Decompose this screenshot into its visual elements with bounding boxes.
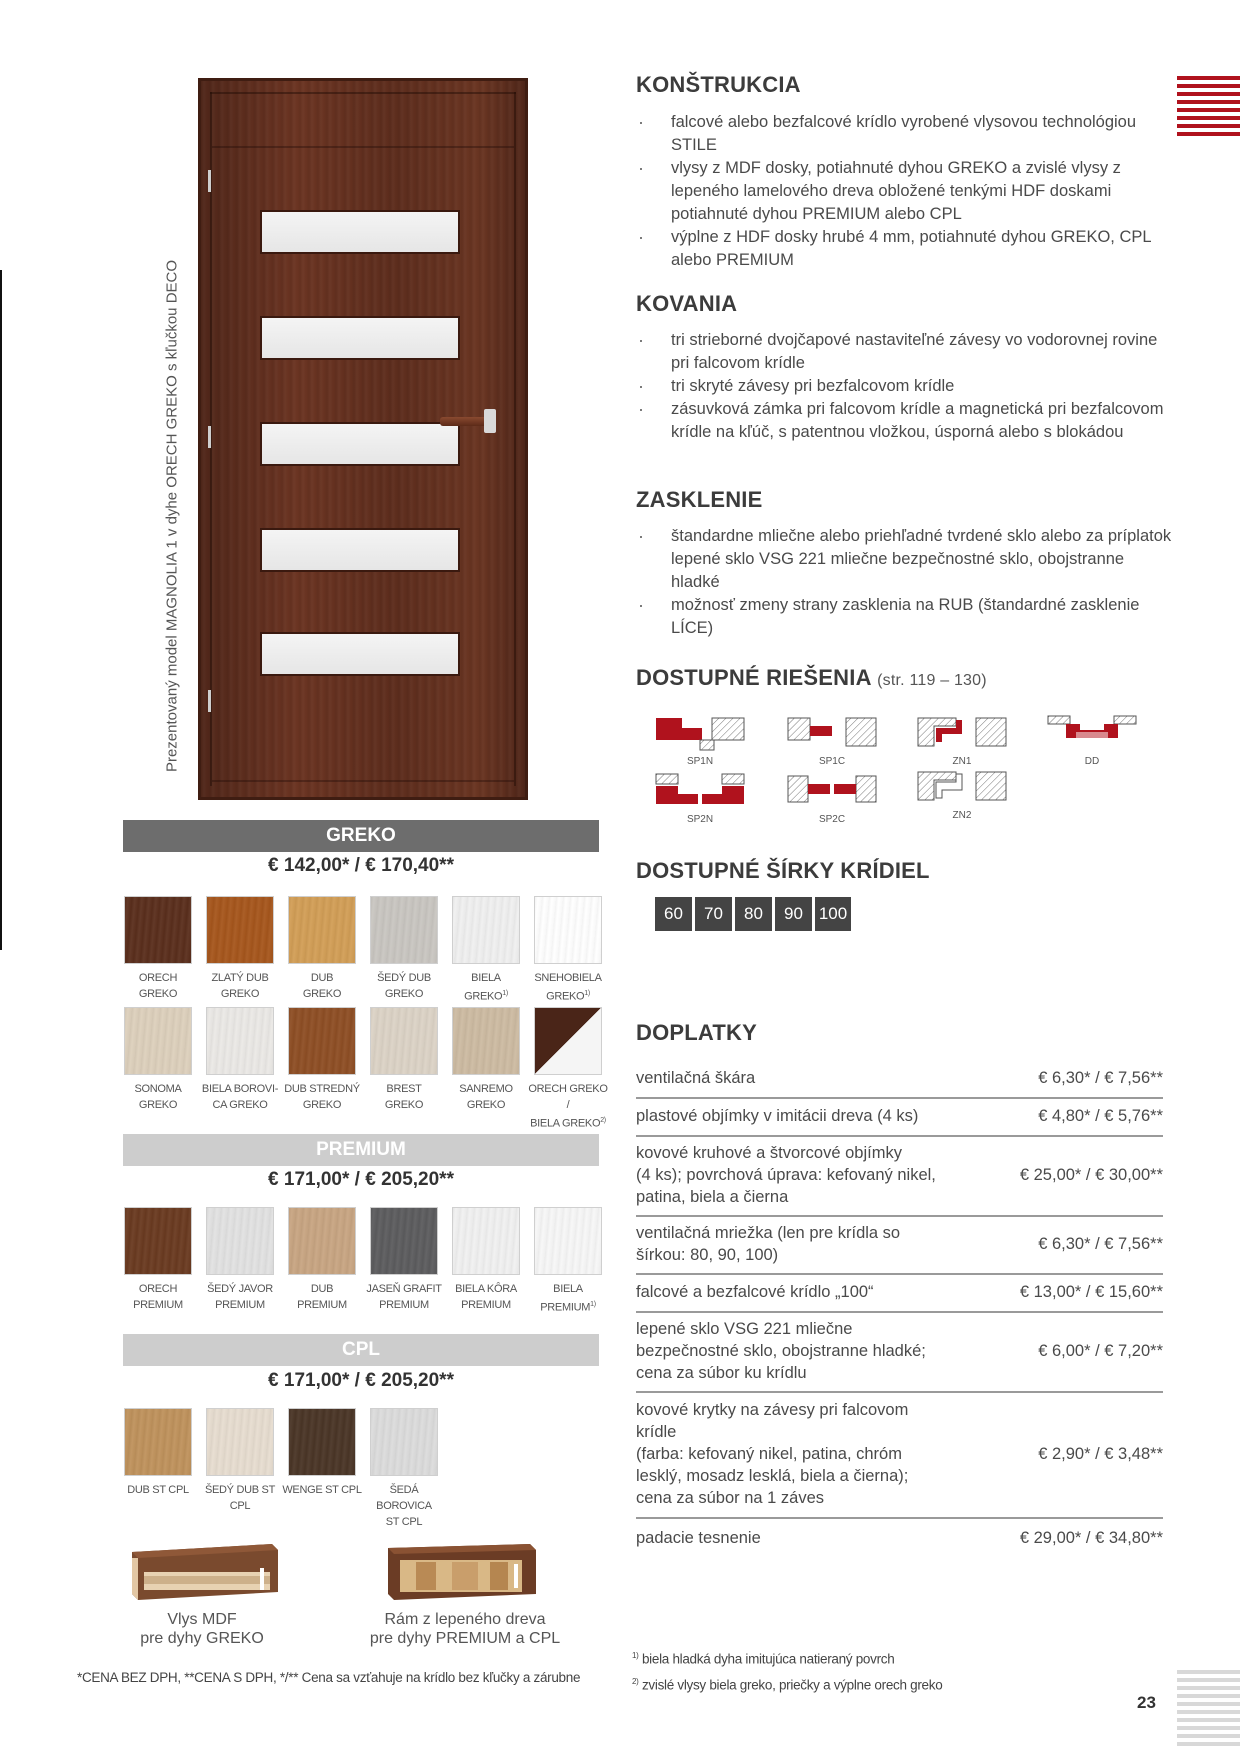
color-swatch — [206, 896, 274, 964]
zasklenie-heading: ZASKLENIE — [636, 487, 763, 512]
width-option: 70 — [695, 897, 732, 931]
glass-pane — [262, 318, 458, 358]
hinge-icon — [208, 426, 211, 448]
color-swatch — [370, 1007, 438, 1075]
doplatky-table — [636, 1060, 1163, 1558]
riesenia-heading: DOSTUPNÉ RIEŠENIA (str. 119 – 130) — [636, 665, 987, 690]
width-option: 100 — [815, 897, 851, 931]
price-footnote: *CENA BEZ DPH, **CENA S DPH, */** Cena sa vzťahuje na krídlo bez kľučky a zárubne — [77, 1670, 581, 1685]
color-swatch — [534, 1007, 602, 1075]
swatch-label: BIELA PREMIUM$^{1)}$ — [540, 1283, 596, 1314]
color-swatch — [206, 1007, 274, 1075]
page-edge-line — [0, 270, 2, 950]
color-swatch — [124, 1408, 192, 1476]
surcharge-item: kovové krytky na závesy pri falcovom krídle (farba: kefovaný nikel, patina, chróm lesklý, mosadz lesklá, biela a čierna); cena za súbor na 1 záves — [636, 1392, 976, 1518]
bullet-item: · možnosť zmeny strany zasklenia na RUB (štandardné zasklenie LÍCE) — [636, 594, 1176, 640]
door-image — [198, 78, 528, 800]
color-swatch — [452, 896, 520, 964]
surcharge-row — [636, 1216, 1163, 1274]
surcharge-row — [636, 1274, 1163, 1312]
color-swatch — [206, 1408, 274, 1476]
swatch-label: SNEHOBIELA GREKO$^{1)}$ — [534, 972, 602, 1003]
surcharge-price: € 13,00* / € 15,60** — [976, 1274, 1163, 1312]
cpl-price: € 171,00* / € 205,20** — [268, 1370, 454, 1391]
kovania-heading: KOVANIA — [636, 291, 738, 316]
surcharge-row — [636, 1060, 1163, 1098]
swatch-label: SANREMO GREKO — [459, 1083, 513, 1111]
solution-sp1n — [654, 712, 746, 768]
solution-code: ZN2 — [952, 810, 972, 821]
swatch-label: SONOMA GREKO — [134, 1083, 182, 1111]
kovania-list — [636, 329, 1176, 444]
width-option: 60 — [655, 897, 692, 931]
surcharge-row — [636, 1098, 1163, 1136]
surcharge-price: € 25,00* / € 30,00** — [976, 1136, 1163, 1216]
hinge-icon — [208, 690, 211, 712]
hinge-icon — [208, 170, 211, 192]
surcharge-item: ventilačná škára — [636, 1060, 976, 1098]
swatch-label: ŠEDÝ JAVOR PREMIUM — [207, 1283, 273, 1311]
frame-profile-image — [382, 1540, 542, 1606]
glass-pane — [262, 212, 458, 252]
surcharge-item: kovové kruhové a štvorcové objímky (4 ks); povrchová úprava: kefovaný nikel, patina, biela a čierna — [636, 1136, 976, 1216]
solution-code: SP1C — [818, 756, 846, 767]
surcharge-item: ventilačná mriežka (len pre krídla so šírkou: 80, 90, 100) — [636, 1216, 976, 1274]
glass-pane — [262, 424, 458, 464]
premium-header: PREMIUM — [123, 1134, 599, 1166]
door-widths — [655, 897, 851, 931]
bullet-item: · zásuvková zámka pri falcovom krídle a magnetická pri bezfalcovom krídle na kľúč, s patentnou vložkou, úsporná alebo s blokádou — [636, 398, 1176, 444]
premium-price: € 171,00* / € 205,20** — [268, 1169, 454, 1190]
swatch-label: DUB ST CPL — [127, 1484, 189, 1496]
swatch-label: DUB GREKO — [302, 972, 342, 1000]
swatch-label: ŠEDÁ BOROVICA ST CPL — [376, 1484, 432, 1528]
profile-caption-mdf: Vlys MDF pre dyhy GREKO — [140, 1611, 264, 1647]
bullet-item: · výplne z HDF dosky hrubé 4 mm, potiahnuté dyhou GREKO, CPL alebo PREMIUM — [636, 226, 1176, 272]
greko-price: € 142,00* / € 170,40** — [268, 855, 454, 876]
profile-caption-frame: Rám z lepeného dreva pre dyhy PREMIUM a CPL — [369, 1611, 561, 1647]
surcharge-row — [636, 1136, 1163, 1216]
greko-header: GREKO — [123, 820, 599, 852]
surcharge-price: € 29,00* / € 34,80** — [1019, 1528, 1163, 1547]
swatch-label: BIELA KÔRA PREMIUM — [455, 1283, 517, 1311]
color-swatch — [370, 1408, 438, 1476]
surcharge-row — [636, 1518, 1163, 1558]
glass-pane — [262, 530, 458, 570]
bullet-item: · štandardne mliečne alebo priehľadné tvrdené sklo alebo za príplatok lepené sklo VSG 221 mliečne bezpečnostné sklo, obojstranne hladké — [636, 525, 1176, 594]
color-swatch — [288, 1207, 356, 1275]
riesenia-pages: (str. 119 – 130) — [877, 672, 987, 689]
footnotes — [632, 1645, 942, 1696]
zasklenie-list — [636, 525, 1176, 640]
surcharge-item: padacie tesnenie — [636, 1528, 761, 1547]
doplatky-heading: DOPLATKY — [636, 1020, 757, 1045]
page-number: 23 — [1137, 1693, 1156, 1712]
swatch-label: ORECH GREKO / BIELA GREKO$^{2)}$ — [528, 1083, 608, 1130]
footnote-line: $^{1)}$ biela hladká dyha imitujúca natieraný povrch — [632, 1651, 895, 1667]
surcharge-item: lepené sklo VSG 221 mliečne bezpečnostné sklo, obojstranne hladké; cena za súbor ku krídlu — [636, 1312, 976, 1392]
glass-pane — [262, 634, 458, 674]
surcharge-item: falcové a bezfalcové krídlo „100“ — [636, 1274, 976, 1312]
color-swatch — [124, 1207, 192, 1275]
solution-zn1 — [916, 712, 1008, 768]
swatch-label: ORECH GREKO — [138, 972, 178, 1000]
swatch-label: JASEŇ GRAFIT PREMIUM — [366, 1283, 442, 1311]
bullet-item: · vlysy z MDF dosky, potiahnuté dyhou GREKO a zvislé vlysy z lepeného lamelového dreva obložené tenkými HDF doskami potiahnuté dyhou PREMIUM alebo CPL — [636, 157, 1176, 226]
surcharge-price: € 6,30* / € 7,56** — [976, 1060, 1163, 1098]
color-swatch — [534, 1207, 602, 1275]
sirky-heading: DOSTUPNÉ ŠÍRKY KRÍDIEL — [636, 858, 930, 883]
surcharge-item: plastové objímky v imitácii dreva (4 ks) — [636, 1098, 976, 1136]
swatch-label: ŠEDÝ DUB ST CPL — [204, 1484, 276, 1512]
solution-code: ZN1 — [952, 756, 972, 767]
konstrukcia-heading: KONŠTRUKCIA — [636, 72, 801, 97]
solution-code: DD — [1084, 756, 1100, 767]
solution-sp1c — [786, 712, 878, 768]
swatch-label: WENGE ST CPL — [282, 1484, 362, 1496]
color-swatch — [206, 1207, 274, 1275]
swatch-label: ZLATÝ DUB GREKO — [211, 972, 269, 1000]
door-handle-icon — [440, 415, 496, 429]
surcharge-price: € 6,00* / € 7,20** — [976, 1312, 1163, 1392]
color-swatch — [370, 896, 438, 964]
solution-code: SP2N — [686, 814, 714, 825]
swatch-label: BIELA BOROVI- CA GREKO — [201, 1083, 279, 1111]
solution-sp2c — [786, 770, 878, 826]
surcharge-row — [636, 1312, 1163, 1392]
door-caption: Prezentovaný model MAGNOLIA 1 v dyhe ORECH GREKO s kľučkou DECO — [163, 259, 181, 773]
width-option: 80 — [735, 897, 772, 931]
solution-zn2 — [916, 766, 1008, 822]
surcharge-price: € 4,80* / € 5,76** — [976, 1098, 1163, 1136]
solution-sp2n — [654, 770, 746, 826]
mdf-profile-image — [122, 1540, 282, 1606]
color-swatch — [288, 896, 356, 964]
bullet-item: · tri strieborné dvojčapové nastaviteľné závesy vo vodorovnej rovine pri falcovom krídle — [636, 329, 1176, 375]
surcharge-price: € 2,90* / € 3,48** — [976, 1392, 1163, 1518]
solution-code: SP1N — [686, 756, 714, 767]
color-swatch — [288, 1007, 356, 1075]
bullet-item: · falcové alebo bezfalcové krídlo vyrobené vlysovou technológiou STILE — [636, 111, 1176, 157]
footnote-line: $^{2)}$ zvislé vlysy biela greko, priečky a výplne orech greko — [632, 1676, 943, 1692]
color-swatch — [124, 896, 192, 964]
red-stripes-decoration — [1177, 76, 1240, 140]
color-swatch — [534, 896, 602, 964]
color-swatch — [370, 1207, 438, 1275]
surcharge-price: € 6,30* / € 7,56** — [976, 1216, 1163, 1274]
konstrukcia-list — [636, 111, 1176, 272]
color-swatch — [288, 1408, 356, 1476]
swatch-label: BIELA GREKO$^{1)}$ — [464, 972, 508, 1003]
bullet-item: · tri skryté závesy pri bezfalcovom krídle — [636, 375, 1176, 398]
width-option: 90 — [775, 897, 812, 931]
swatch-label: DUB STREDNÝ GREKO — [284, 1083, 360, 1111]
swatch-label: DUB PREMIUM — [297, 1283, 347, 1311]
color-swatch — [124, 1007, 192, 1075]
solution-code: SP2C — [818, 814, 846, 825]
grey-stripes-decoration — [1177, 1670, 1240, 1750]
swatch-label: ORECH PREMIUM — [133, 1283, 183, 1311]
color-swatch — [452, 1207, 520, 1275]
surcharge-row — [636, 1392, 1163, 1518]
color-swatch — [452, 1007, 520, 1075]
swatch-label: ŠEDÝ DUB GREKO — [377, 972, 431, 1000]
swatch-label: BREST GREKO — [384, 1083, 424, 1111]
cpl-header: CPL — [123, 1334, 599, 1366]
solution-dd — [1046, 712, 1138, 768]
